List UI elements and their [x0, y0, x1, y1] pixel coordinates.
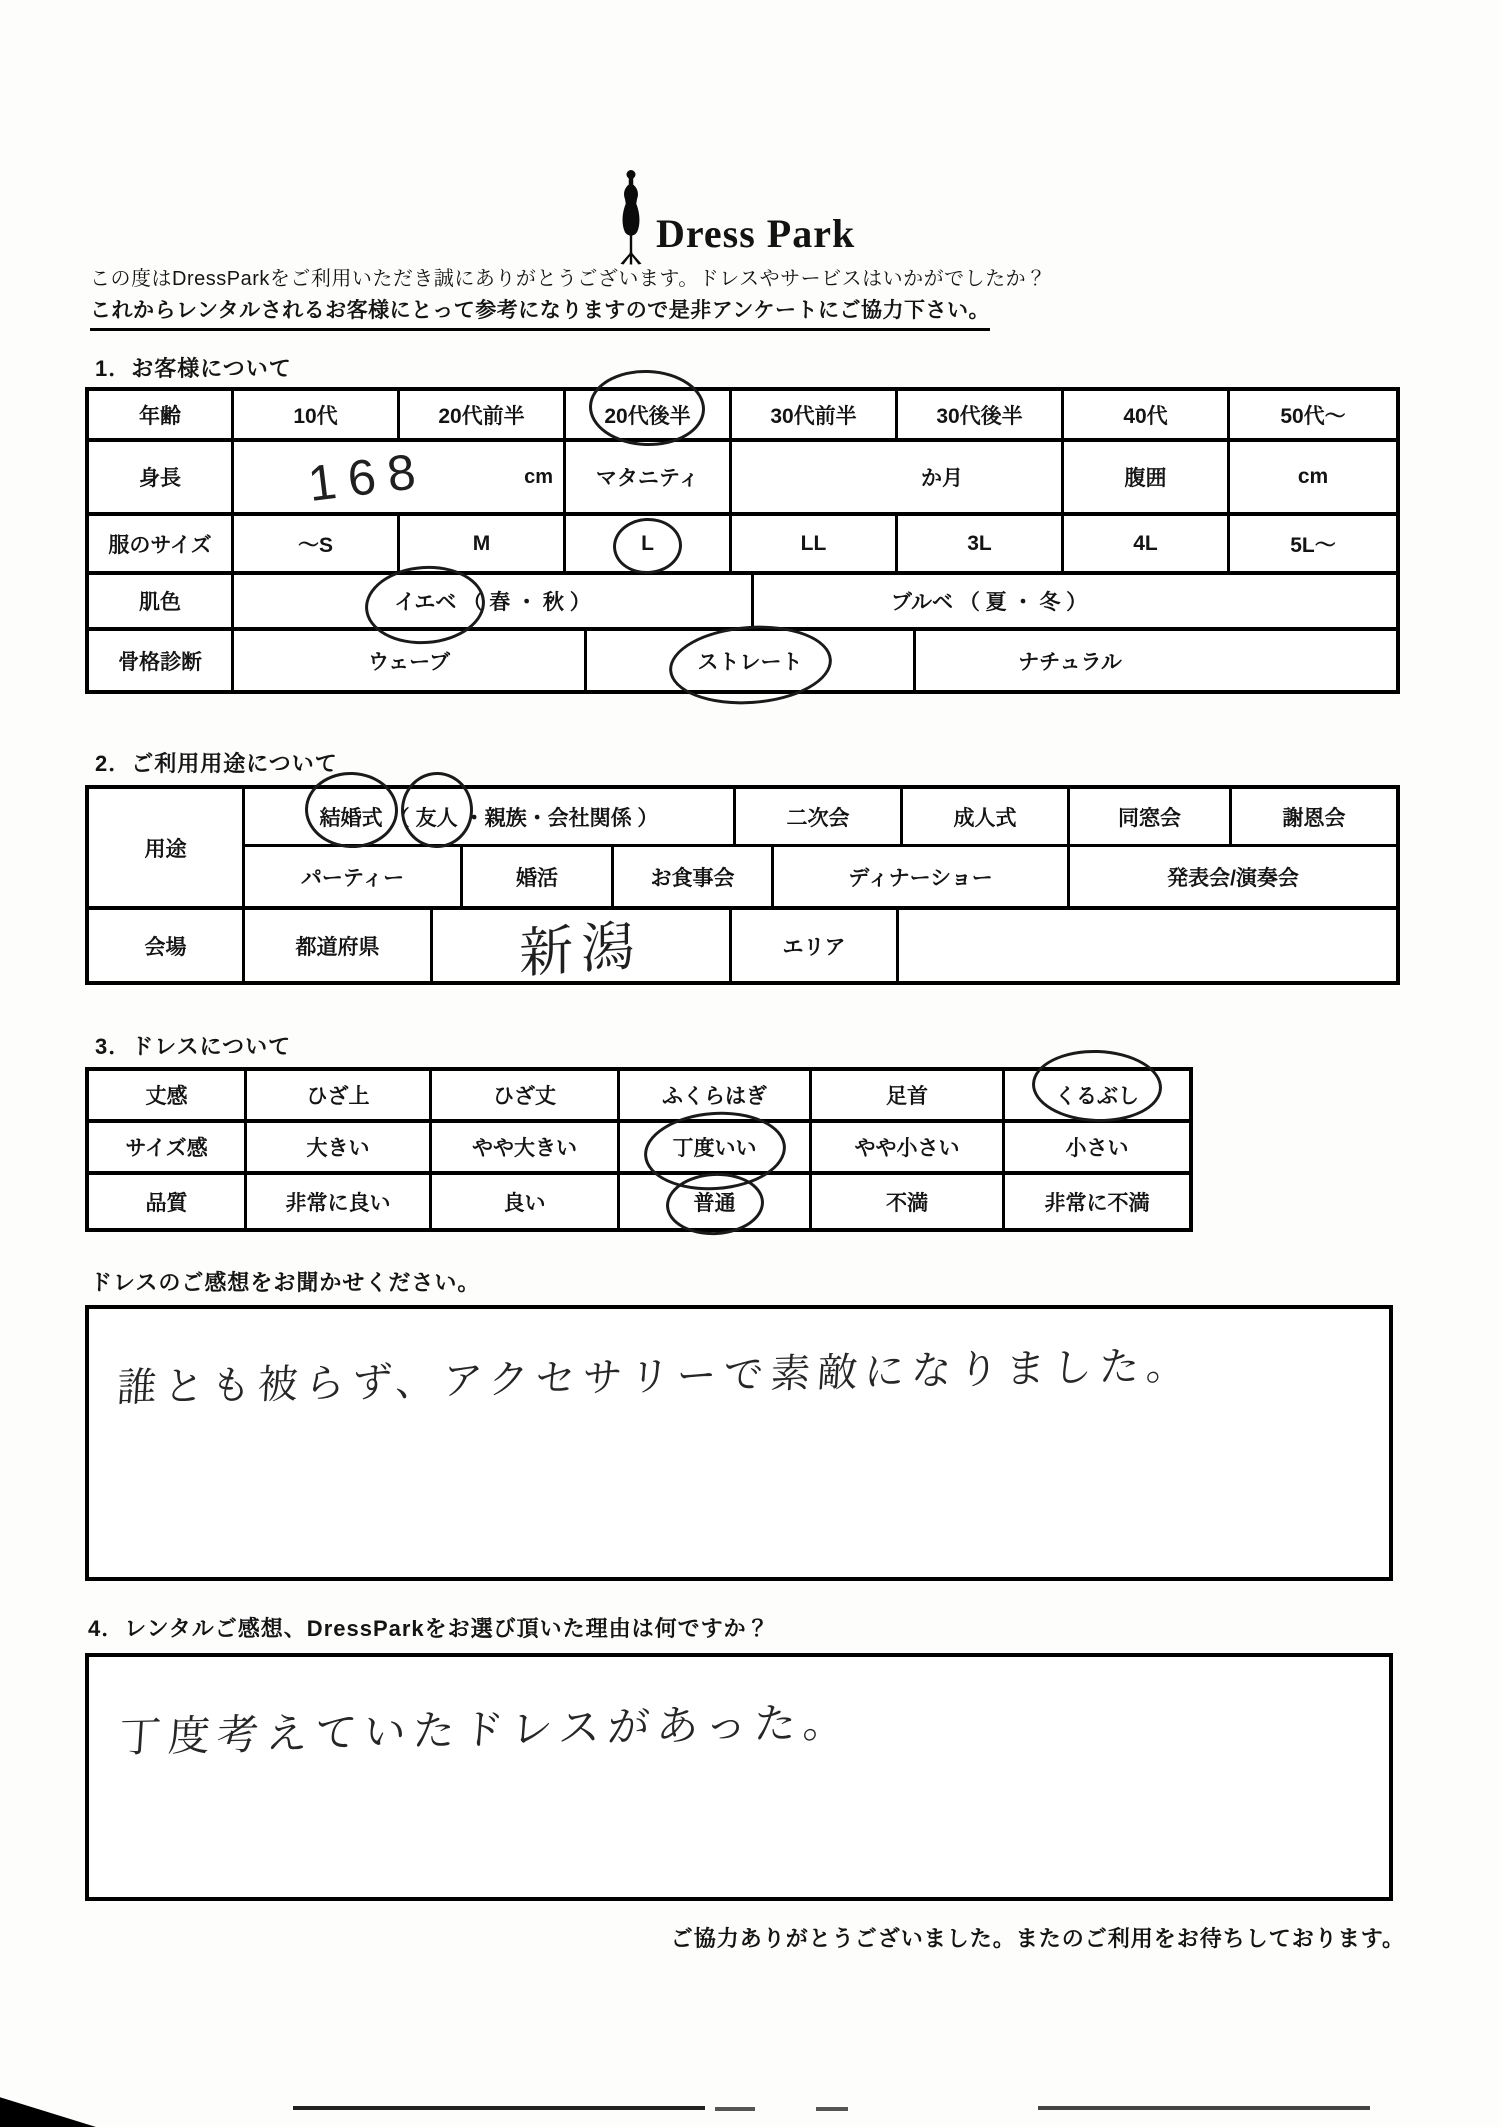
- cell-text: 不満: [886, 1191, 928, 1215]
- option-cell: [432, 1071, 620, 1119]
- cell-text: エリア: [782, 935, 846, 959]
- handwritten-rental-comment: 丁度考えていたドレスがあった。: [117, 1698, 854, 1761]
- table-row-group: [85, 785, 1400, 910]
- option-cell: [566, 391, 732, 438]
- option-cell: [1005, 1175, 1189, 1228]
- option-cell: [463, 847, 614, 906]
- scan-artifact-line: [715, 2107, 755, 2111]
- scan-artifact-line: [816, 2107, 848, 2111]
- table-row: [85, 1067, 1193, 1123]
- cell-text: 丈感: [145, 1085, 188, 1108]
- footer-thanks-line: ご協力ありがとうございました。またのご利用をお待ちしております。: [670, 1926, 1405, 1951]
- cell-text: 非常に良い: [285, 1191, 391, 1215]
- cell-text: 年齢: [139, 404, 181, 428]
- cell-text: 用途: [144, 837, 187, 861]
- option-cell: [916, 631, 1224, 690]
- cell-text: サイズ感: [125, 1137, 208, 1160]
- dress-feedback-prompt: ドレスのご感想をお聞かせください。: [90, 1270, 481, 1295]
- cell-text: やや小さい: [854, 1137, 960, 1160]
- cell-text: （: [388, 806, 410, 830]
- option-cell: [903, 789, 1070, 844]
- table-row: [85, 387, 1400, 442]
- table-row: [85, 627, 1400, 694]
- row-label-cell: [89, 631, 234, 690]
- option-cell: [1064, 442, 1230, 512]
- handwritten-circle-annotation: [303, 770, 399, 849]
- cell-text: 服のサイズ: [108, 533, 212, 557]
- handwritten-entry: 新潟: [519, 915, 643, 985]
- cell-text: 4L: [1133, 531, 1158, 555]
- section-title-dress: 3．ドレスについて: [95, 1034, 292, 1059]
- row-label-cell: [89, 910, 245, 981]
- option-cell: [247, 1071, 432, 1119]
- brand-logo: [616, 168, 855, 268]
- option-cell: [620, 1071, 812, 1119]
- cell-text: ストレート: [695, 646, 806, 676]
- unit-label: cm: [524, 465, 553, 488]
- option-cell: [620, 1175, 812, 1228]
- option-cell: [234, 391, 400, 438]
- option-cell: [587, 631, 916, 690]
- cell-text: ディナーショー: [848, 866, 993, 890]
- cell-text: お食事会: [650, 866, 735, 890]
- handwritten-circle-annotation: [1031, 1048, 1163, 1124]
- cell-text: 30代後半: [936, 404, 1023, 428]
- cell-text: L: [638, 532, 657, 556]
- table-row: [245, 789, 1396, 847]
- table-row: [85, 906, 1400, 985]
- cell-text: やや大きい: [472, 1137, 577, 1160]
- scan-artifact-line: [293, 2106, 705, 2110]
- option-cell: [400, 516, 566, 571]
- option-cell: [247, 1175, 432, 1228]
- option-cell: [566, 516, 732, 571]
- cell-text: ウェーブ: [367, 650, 451, 674]
- option-cell: [433, 910, 732, 985]
- cell-text: 会場: [144, 935, 187, 959]
- cell-text: 品質: [145, 1191, 188, 1215]
- handwritten-circle-annotation: [664, 1170, 765, 1237]
- option-cell: [898, 391, 1064, 438]
- cell-text: 50代～: [1280, 404, 1346, 428]
- option-cell: [1064, 391, 1230, 438]
- table-row: [85, 438, 1400, 516]
- option-cell: [400, 391, 566, 438]
- cell-text: 足首: [886, 1085, 928, 1108]
- handwritten-dress-comment: 誰とも被らず、アクセサリーで素敵になりました。: [115, 1343, 1195, 1411]
- option-cell: [234, 442, 566, 512]
- cell-text: 小さい: [1065, 1137, 1129, 1160]
- option-cell: [812, 1071, 1005, 1119]
- option-cell: [774, 847, 1070, 906]
- option-cell: [732, 391, 898, 438]
- cell-text: cm: [1297, 465, 1329, 488]
- cell-text: ふくらはぎ: [662, 1085, 767, 1108]
- option-cell: [1070, 789, 1232, 844]
- option-cell: [566, 442, 732, 512]
- option-cell: [736, 789, 903, 844]
- cell-text: 非常に不満: [1044, 1191, 1150, 1215]
- option-cell: [1064, 516, 1230, 571]
- cell-text: 都道府県: [295, 935, 380, 959]
- option-cell: [1005, 1123, 1189, 1171]
- table-row: [85, 1171, 1193, 1232]
- intro-thanks-line: この度はDressParkをご利用いただき誠にありがとうございます。ドレスやサービスはいかがでしたか？: [90, 268, 1047, 290]
- cell-text: 普通: [691, 1187, 739, 1217]
- option-cell: [245, 789, 736, 844]
- row-label-cell: [89, 789, 245, 906]
- option-cell: [1070, 847, 1396, 906]
- option-cell: [1232, 789, 1396, 844]
- option-cell: [1230, 516, 1396, 571]
- dress-rating-table: [85, 1067, 1193, 1232]
- cell-text: 40代: [1123, 404, 1168, 428]
- option-cell: [754, 575, 1224, 627]
- cell-text: ブルベ （ 夏 ・ 冬 ）: [890, 591, 1088, 614]
- option-cell: [899, 910, 1236, 981]
- option-cell: [247, 1123, 432, 1171]
- scan-artifact-line: [1038, 2106, 1370, 2110]
- option-cell: [1005, 1071, 1189, 1119]
- cell-text: ～S: [297, 533, 333, 557]
- row-label-cell: [89, 1123, 247, 1171]
- option-cell: [812, 1123, 1005, 1171]
- handwritten-circle-annotation: [666, 620, 834, 709]
- cell-text: 10代: [293, 404, 338, 428]
- dress-feedback-box: [85, 1305, 1393, 1581]
- cell-text: 結婚式: [317, 802, 386, 832]
- option-cell: [234, 516, 400, 571]
- option-cell: [245, 847, 463, 906]
- scan-artifact-corner: [0, 2092, 96, 2127]
- table-row: [245, 847, 1396, 906]
- usage-purpose-table: [85, 785, 1400, 985]
- handwritten-circle-annotation: [612, 516, 684, 576]
- table-row: [85, 512, 1400, 575]
- row-label-cell: [89, 575, 234, 627]
- cell-text: 身長: [139, 467, 181, 490]
- cell-text: 友人: [413, 802, 461, 832]
- option-cell: [898, 516, 1064, 571]
- option-cell: [812, 1175, 1005, 1228]
- option-cell: [732, 910, 899, 981]
- row-label-cell: [89, 516, 234, 571]
- option-cell: [732, 516, 898, 571]
- brand-name: Dress Park: [656, 211, 856, 256]
- cell-text: か月: [921, 467, 963, 490]
- cell-text: 婚活: [516, 866, 558, 890]
- row-label-cell: [89, 1175, 247, 1228]
- option-cell: [432, 1175, 620, 1228]
- cell-text: 同窓会: [1118, 806, 1181, 830]
- cell-text: パーティー: [300, 866, 405, 890]
- option-cell: [234, 575, 754, 627]
- handwritten-entry: 168: [305, 441, 431, 513]
- cell-text: （ 春 ・ 秋 ）: [462, 591, 591, 614]
- section-title-usage: 2．ご利用用途について: [95, 751, 338, 776]
- cell-text: イエベ: [391, 586, 459, 616]
- option-cell: [1230, 442, 1396, 512]
- dress-mannequin-icon: [616, 168, 646, 268]
- option-cell: [234, 631, 587, 690]
- cell-text: 骨格診断: [118, 650, 202, 674]
- cell-text: 良い: [503, 1191, 546, 1215]
- handwritten-circle-annotation: [588, 367, 707, 447]
- row-label-cell: [89, 391, 234, 438]
- cell-text: ひざ上: [306, 1085, 370, 1108]
- cell-text: LL: [800, 531, 827, 555]
- table-row: [85, 571, 1400, 631]
- intro-request-line: これからレンタルされるお客様にとって参考になりますので是非アンケートにご協力下さい。: [90, 294, 990, 331]
- usage-options: [245, 789, 1396, 906]
- cell-text: くるぶし: [1052, 1080, 1142, 1110]
- cell-text: 大きい: [306, 1137, 370, 1160]
- cell-text: 二次会: [786, 806, 850, 830]
- cell-text: 謝恩会: [1282, 806, 1346, 830]
- option-cell: [1230, 391, 1396, 438]
- customer-info-table: [85, 387, 1400, 694]
- option-cell: [732, 442, 1064, 512]
- cell-text: ひざ丈: [493, 1085, 556, 1108]
- cell-text: 20代前半: [438, 404, 525, 428]
- option-cell: [245, 910, 433, 981]
- option-cell: [614, 847, 774, 906]
- cell-text: M: [472, 531, 491, 555]
- cell-text: ・親族・会社関係 ）: [463, 806, 659, 830]
- cell-text: 丁度いい: [670, 1132, 760, 1162]
- cell-text: 30代前半: [770, 404, 857, 428]
- cell-text: 発表会/演奏会: [1167, 866, 1299, 890]
- table-row: [85, 1119, 1193, 1175]
- section-title-customer: 1．お客様について: [95, 356, 292, 381]
- cell-text: 腹囲: [1124, 467, 1167, 490]
- cell-text: 肌色: [139, 591, 181, 614]
- cell-text: 20代後半: [601, 400, 693, 430]
- cell-text: 3L: [967, 531, 992, 555]
- cell-text: 成人式: [953, 806, 1017, 830]
- option-cell: [620, 1123, 812, 1171]
- cell-text: ナチュラル: [1018, 650, 1122, 674]
- row-label-cell: [89, 442, 234, 512]
- rental-reason-box: [85, 1653, 1393, 1901]
- cell-text: マタニティ: [595, 467, 700, 490]
- cell-text: 5L～: [1290, 533, 1336, 557]
- row-label-cell: [89, 1071, 247, 1119]
- section-title-rental-reason: 4．レンタルご感想、DressParkをお選び頂いた理由は何ですか？: [88, 1616, 770, 1641]
- option-cell: [432, 1123, 620, 1171]
